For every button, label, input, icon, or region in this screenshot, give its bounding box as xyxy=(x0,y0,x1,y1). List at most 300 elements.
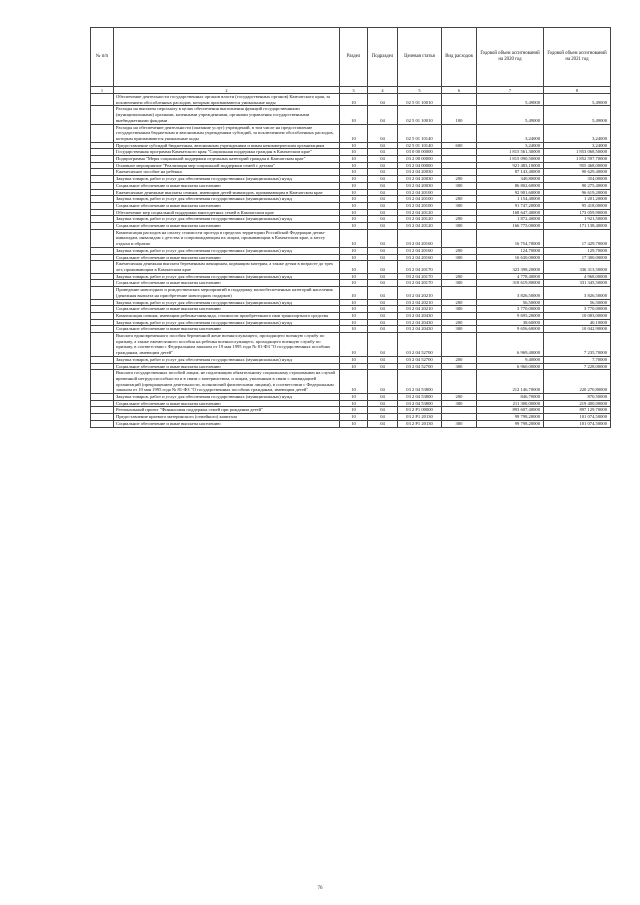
row-name-cell: Закупка товаров, работ и услуг для обеспечения государственных (муниципальных) нужд xyxy=(114,247,340,254)
row-amount-2020-cell: 3 826,50000 xyxy=(477,287,544,299)
row-name-cell: Расходы на выплаты персоналу в целях обеспечения выполнения функций государственными (муниципальными) органами, казенными учреждениями, органами управления государственными внебюджетными фондами xyxy=(114,106,340,124)
row-target-article-cell: 03 2 04 00000 xyxy=(398,162,442,169)
column-number: 6 xyxy=(442,87,477,94)
row-amount-2021-cell: 5,49000 xyxy=(544,94,611,106)
row-target-article-cell: 03 0 00 00000 xyxy=(398,149,442,156)
row-target-article-cell: 03 2 04 20160 xyxy=(398,229,442,247)
row-podrazdel-cell: 04 xyxy=(368,273,398,280)
header-razdel: Раздел xyxy=(340,28,368,87)
row-number-cell xyxy=(91,196,114,203)
row-name-cell: Социальное обеспечение и иные выплаты населению xyxy=(114,254,340,261)
row-target-article-cell: 03 2 04 20030 xyxy=(398,182,442,189)
table-row xyxy=(91,407,611,414)
row-number-cell xyxy=(91,169,114,176)
table-row xyxy=(91,394,611,401)
row-number-cell xyxy=(91,247,114,254)
row-name-cell: Закупка товаров, работ и услуг для обеспечения государственных (муниципальных) нужд xyxy=(114,273,340,280)
row-podrazdel-cell: 04 xyxy=(368,400,398,407)
row-amount-2020-cell: 9 656,60000 xyxy=(477,326,544,333)
row-number-cell xyxy=(91,106,114,124)
row-razdel-cell: 10 xyxy=(340,261,368,273)
row-target-article-cell: 03 2 04 20160 xyxy=(398,254,442,261)
row-expense-type-cell xyxy=(442,162,477,169)
row-amount-2020-cell: 3,24000 xyxy=(477,124,544,142)
row-podrazdel-cell: 04 xyxy=(368,420,398,427)
row-podrazdel-cell: 04 xyxy=(368,319,398,326)
row-number-cell xyxy=(91,306,114,313)
row-podrazdel-cell: 04 xyxy=(368,333,398,357)
row-name-cell: Закупка товаров, работ и услуг для обеспечения государственных (муниципальных) нужд xyxy=(114,196,340,203)
row-number-cell xyxy=(91,280,114,287)
row-name-cell: Социальное обеспечение и иные выплаты населению xyxy=(114,420,340,427)
row-podrazdel-cell: 04 xyxy=(368,299,398,306)
row-amount-2021-cell: 220 270,80000 xyxy=(544,370,611,394)
row-razdel-cell: 10 xyxy=(340,370,368,394)
row-amount-2021-cell: 955 468,00000 xyxy=(544,162,611,169)
row-amount-2021-cell: 1 201,20000 xyxy=(544,196,611,203)
table-row xyxy=(91,182,611,189)
row-podrazdel-cell: 04 xyxy=(368,254,398,261)
row-expense-type-cell xyxy=(442,169,477,176)
table-row xyxy=(91,149,611,156)
row-amount-2020-cell: 6 969,40000 xyxy=(477,333,544,357)
row-expense-type-cell: 300 xyxy=(442,254,477,261)
row-amount-2021-cell: 3,24000 xyxy=(544,142,611,149)
row-podrazdel-cell: 04 xyxy=(368,209,398,216)
row-podrazdel-cell: 04 xyxy=(368,312,398,319)
row-amount-2020-cell: 5,49000 xyxy=(477,106,544,124)
row-expense-type-cell: 200 xyxy=(442,247,477,254)
table-row xyxy=(91,299,611,306)
row-amount-2020-cell: 91 747,20000 xyxy=(477,202,544,209)
row-name-cell: Государственная программа Камчатского края "Социальная поддержка граждан в Камчатском крае" xyxy=(114,149,340,156)
row-target-article-cell: 02 5 01 10010 xyxy=(398,94,442,106)
row-expense-type-cell: 200 xyxy=(442,356,477,363)
row-razdel-cell: 10 xyxy=(340,319,368,326)
row-podrazdel-cell: 04 xyxy=(368,94,398,106)
header-column-numbers xyxy=(91,87,611,94)
row-expense-type-cell xyxy=(442,370,477,394)
table-row xyxy=(91,414,611,421)
row-name-cell: Закупка товаров, работ и услуг для обеспечения государственных (муниципальных) нужд xyxy=(114,176,340,183)
row-amount-2021-cell: 90 275,40000 xyxy=(544,182,611,189)
row-number-cell xyxy=(91,254,114,261)
table-row xyxy=(91,261,611,273)
row-target-article-cell: 02 5 01 10010 xyxy=(398,106,442,124)
table-row xyxy=(91,142,611,149)
row-razdel-cell: 10 xyxy=(340,414,368,421)
column-number: 2 xyxy=(114,87,340,94)
row-name-cell: Подпрограмма "Меры социальной поддержки отдельных категорий граждан в Камчатском крае" xyxy=(114,156,340,163)
row-expense-type-cell: 300 xyxy=(442,400,477,407)
row-name-cell: Социальное обеспечение и иные выплаты населению xyxy=(114,280,340,287)
row-amount-2021-cell: 1 853 068,50000 xyxy=(544,149,611,156)
row-expense-type-cell: 200 xyxy=(442,299,477,306)
row-amount-2020-cell: 86 802,60000 xyxy=(477,182,544,189)
row-number-cell xyxy=(91,156,114,163)
row-amount-2021-cell: 7 235,70000 xyxy=(544,333,611,357)
row-amount-2021-cell: 10 042,90000 xyxy=(544,326,611,333)
row-amount-2021-cell: 219 400,00000 xyxy=(544,400,611,407)
row-expense-type-cell: 600 xyxy=(442,142,477,149)
budget-table xyxy=(90,27,611,428)
row-razdel-cell: 10 xyxy=(340,287,368,299)
row-amount-2021-cell: 7 228,00000 xyxy=(544,363,611,370)
row-number-cell xyxy=(91,400,114,407)
row-podrazdel-cell: 04 xyxy=(368,326,398,333)
row-amount-2021-cell: 354,00000 xyxy=(544,176,611,183)
column-number: 8 xyxy=(544,87,611,94)
row-razdel-cell: 10 xyxy=(340,394,368,401)
row-amount-2021-cell: 1 852 597,70000 xyxy=(544,156,611,163)
row-amount-2020-cell: 323 398,20000 xyxy=(477,261,544,273)
row-target-article-cell: 02 5 01 10140 xyxy=(398,142,442,149)
table-row xyxy=(91,124,611,142)
row-name-cell: Социальное обеспечение и иные выплаты населению xyxy=(114,326,340,333)
row-name-cell: Обеспечение деятельности государственных органов власти (государственных органов) Камчатского края, за исключением обособленных расходов, которым присваиваются уникальные коды xyxy=(114,94,340,106)
row-razdel-cell: 10 xyxy=(340,106,368,124)
row-razdel-cell: 10 xyxy=(340,247,368,254)
row-expense-type-cell xyxy=(442,414,477,421)
row-amount-2020-cell: 211 300,00000 xyxy=(477,400,544,407)
row-podrazdel-cell: 04 xyxy=(368,182,398,189)
table-row xyxy=(91,254,611,261)
row-razdel-cell: 10 xyxy=(340,202,368,209)
row-number-cell xyxy=(91,162,114,169)
row-amount-2021-cell: 870,50000 xyxy=(544,394,611,401)
row-target-article-cell: 03 2 04 20160 xyxy=(398,247,442,254)
row-target-article-cell: 03 2 04 53800 xyxy=(398,400,442,407)
row-amount-2020-cell: 846,70000 xyxy=(477,394,544,401)
row-amount-2020-cell: 9 695,20000 xyxy=(477,312,544,319)
row-razdel-cell: 10 xyxy=(340,299,368,306)
row-expense-type-cell: 200 xyxy=(442,394,477,401)
row-expense-type-cell xyxy=(442,229,477,247)
table-header xyxy=(91,28,611,94)
row-razdel-cell: 10 xyxy=(340,124,368,142)
row-expense-type-cell xyxy=(442,312,477,319)
row-number-cell xyxy=(91,209,114,216)
row-name-cell: Социальное обеспечение и иные выплаты населению xyxy=(114,223,340,230)
table-row xyxy=(91,273,611,280)
table-row xyxy=(91,370,611,394)
row-name-cell: Закупка товаров, работ и услуг для обеспечения государственных (муниципальных) нужд xyxy=(114,394,340,401)
row-razdel-cell: 10 xyxy=(340,333,368,357)
row-target-article-cell: 03 2 04 20210 xyxy=(398,287,442,299)
row-expense-type-cell: 300 xyxy=(442,182,477,189)
page-number: 76 xyxy=(317,886,323,891)
table-row xyxy=(91,312,611,319)
row-amount-2021-cell: 129,70000 xyxy=(544,247,611,254)
row-amount-2021-cell: 171 138,40000 xyxy=(544,223,611,230)
row-podrazdel-cell: 04 xyxy=(368,287,398,299)
row-amount-2020-cell: 99 798,20000 xyxy=(477,420,544,427)
row-amount-2020-cell: 168 647,40000 xyxy=(477,209,544,216)
row-target-article-cell: 03 2 04 20100 xyxy=(398,196,442,203)
row-razdel-cell: 10 xyxy=(340,363,368,370)
row-razdel-cell: 10 xyxy=(340,254,368,261)
row-target-article-cell: 03 2 04 20100 xyxy=(398,189,442,196)
row-amount-2020-cell: 56,50000 xyxy=(477,299,544,306)
table-row xyxy=(91,169,611,176)
row-name-cell: Социальное обеспечение и иные выплаты населению xyxy=(114,182,340,189)
row-target-article-cell: 03 2 04 20120 xyxy=(398,216,442,223)
row-razdel-cell: 10 xyxy=(340,420,368,427)
row-target-article-cell: 03 2 04 20170 xyxy=(398,261,442,273)
row-target-article-cell: 03 2 04 20030 xyxy=(398,176,442,183)
row-amount-2021-cell: 56,50000 xyxy=(544,299,611,306)
row-amount-2020-cell: 340,80000 xyxy=(477,176,544,183)
row-target-article-cell: 03 2 04 52700 xyxy=(398,356,442,363)
row-podrazdel-cell: 04 xyxy=(368,229,398,247)
row-amount-2021-cell: 331 345,50000 xyxy=(544,280,611,287)
row-number-cell xyxy=(91,142,114,149)
row-podrazdel-cell: 04 xyxy=(368,156,398,163)
budget-table-page xyxy=(90,27,610,428)
row-amount-2020-cell: 6 960,00000 xyxy=(477,363,544,370)
row-amount-2020-cell: 212 146,70000 xyxy=(477,370,544,394)
row-target-article-cell: 03 2 04 52700 xyxy=(398,333,442,357)
table-row xyxy=(91,202,611,209)
table-row xyxy=(91,223,611,230)
row-number-cell xyxy=(91,299,114,306)
row-expense-type-cell xyxy=(442,156,477,163)
row-name-cell: Выплата единовременного пособия беременной жене военнослужащего, проходящего военную службу по призыву, а также ежемесячного пособия на ребенка военнослужащего, проходящего военную службу по призыву, в соответствии с Федеральным законом от 19 мая 1995 года № 81-ФЗ "О государственных пособиях гражданам, имеющим детей" xyxy=(114,333,340,357)
table-row xyxy=(91,216,611,223)
row-podrazdel-cell: 04 xyxy=(368,407,398,414)
row-expense-type-cell xyxy=(442,209,477,216)
row-target-article-cell: 03 2 P1 20130 xyxy=(398,420,442,427)
row-amount-2021-cell: 17 429,70000 xyxy=(544,229,611,247)
row-expense-type-cell: 300 xyxy=(442,280,477,287)
table-row xyxy=(91,306,611,313)
row-name-cell: Расходы на обеспечение деятельности (оказание услуг) учреждений, в том числе на предоставление государственным бюджетным и автономным учреждениям субсидий, за исключением обособленных расходов, которым присваиваются уникальные коды xyxy=(114,124,340,142)
row-podrazdel-cell: 04 xyxy=(368,169,398,176)
row-podrazdel-cell: 04 xyxy=(368,162,398,169)
row-podrazdel-cell: 04 xyxy=(368,306,398,313)
table-row xyxy=(91,196,611,203)
row-expense-type-cell xyxy=(442,94,477,106)
row-name-cell: Ежемесячное пособие на ребенка xyxy=(114,169,340,176)
row-podrazdel-cell: 04 xyxy=(368,142,398,149)
row-amount-2021-cell: 5,49000 xyxy=(544,106,611,124)
row-razdel-cell: 10 xyxy=(340,326,368,333)
row-expense-type-cell: 300 xyxy=(442,326,477,333)
row-podrazdel-cell: 04 xyxy=(368,370,398,394)
row-target-article-cell: 03 2 04 53800 xyxy=(398,394,442,401)
row-amount-2020-cell: 893 607,40000 xyxy=(477,407,544,414)
row-amount-2021-cell: 95 418,00000 xyxy=(544,202,611,209)
row-number-cell xyxy=(91,149,114,156)
row-amount-2020-cell: 4 778,40000 xyxy=(477,273,544,280)
table-row xyxy=(91,209,611,216)
row-expense-type-cell xyxy=(442,124,477,142)
row-expense-type-cell: 200 xyxy=(442,273,477,280)
row-expense-type-cell: 300 xyxy=(442,306,477,313)
row-target-article-cell: 03 2 00 00000 xyxy=(398,156,442,163)
row-amount-2021-cell: 3 826,50000 xyxy=(544,287,611,299)
row-podrazdel-cell: 04 xyxy=(368,176,398,183)
row-amount-2020-cell: 99 798,20000 xyxy=(477,414,544,421)
row-podrazdel-cell: 04 xyxy=(368,356,398,363)
row-name-cell: Закупка товаров, работ и услуг для обеспечения государственных (муниципальных) нужд xyxy=(114,319,340,326)
row-number-cell xyxy=(91,370,114,394)
row-number-cell xyxy=(91,407,114,414)
row-number-cell xyxy=(91,319,114,326)
row-amount-2021-cell: 173 059,90000 xyxy=(544,209,611,216)
table-row xyxy=(91,189,611,196)
row-expense-type-cell xyxy=(442,261,477,273)
row-target-article-cell: 03 2 04 20210 xyxy=(398,299,442,306)
row-name-cell: Компенсация расходов на оплату стоимости проезда в пределах территории Российской Федерации детям-инвалидам, инвалидам с детства и сопровождающим их лицам, проживающим в Камчатском крае, к месту отдыха и обратно xyxy=(114,229,340,247)
row-podrazdel-cell: 04 xyxy=(368,363,398,370)
table-body xyxy=(91,94,611,428)
row-amount-2021-cell: 3 770,00000 xyxy=(544,306,611,313)
row-amount-2021-cell: 7,70000 xyxy=(544,356,611,363)
row-expense-type-cell: 300 xyxy=(442,202,477,209)
row-amount-2020-cell: 92 901,60000 xyxy=(477,189,544,196)
row-razdel-cell: 10 xyxy=(340,223,368,230)
row-razdel-cell: 10 xyxy=(340,229,368,247)
row-amount-2020-cell: 166 775,00000 xyxy=(477,223,544,230)
row-target-article-cell: 03 2 P1 20130 xyxy=(398,414,442,421)
row-target-article-cell: 03 2 04 20430 xyxy=(398,312,442,319)
header-amount-2021: Годовой объем ассигнований на 2021 год xyxy=(544,28,611,87)
row-razdel-cell: 10 xyxy=(340,400,368,407)
table-row xyxy=(91,94,611,106)
header-expense-type: Вид расходов xyxy=(442,28,477,87)
row-razdel-cell: 10 xyxy=(340,273,368,280)
header-name xyxy=(114,28,340,87)
column-number: 4 xyxy=(368,87,398,94)
table-row xyxy=(91,319,611,326)
row-number-cell xyxy=(91,326,114,333)
table-row xyxy=(91,333,611,357)
row-razdel-cell: 10 xyxy=(340,94,368,106)
row-expense-type-cell xyxy=(442,189,477,196)
row-amount-2021-cell: 17 300,00000 xyxy=(544,254,611,261)
row-amount-2020-cell: 3,24000 xyxy=(477,142,544,149)
row-amount-2021-cell: 4 968,00000 xyxy=(544,273,611,280)
row-name-cell: Проведение новогодних и рождественских мероприятий в поддержку малообеспеченных категорий населения (денежная выплата на приобретение новогодних подарков) xyxy=(114,287,340,299)
row-podrazdel-cell: 04 xyxy=(368,261,398,273)
row-podrazdel-cell: 04 xyxy=(368,106,398,124)
table-row xyxy=(91,356,611,363)
row-razdel-cell: 10 xyxy=(340,209,368,216)
row-razdel-cell: 10 xyxy=(340,216,368,223)
row-expense-type-cell: 200 xyxy=(442,176,477,183)
row-amount-2021-cell: 101 074,50000 xyxy=(544,420,611,427)
row-podrazdel-cell: 04 xyxy=(368,414,398,421)
row-razdel-cell: 10 xyxy=(340,407,368,414)
header-amount-2020: Годовой объем ассигнований на 2020 год xyxy=(477,28,544,87)
row-amount-2021-cell: 336 313,50000 xyxy=(544,261,611,273)
row-razdel-cell: 10 xyxy=(340,182,368,189)
row-razdel-cell: 10 xyxy=(340,149,368,156)
row-target-article-cell: 03 2 04 20430 xyxy=(398,319,442,326)
row-amount-2021-cell: 40,10000 xyxy=(544,319,611,326)
row-amount-2021-cell: 101 074,50000 xyxy=(544,414,611,421)
row-number-cell xyxy=(91,229,114,247)
row-target-article-cell: 03 2 04 20100 xyxy=(398,202,442,209)
row-amount-2020-cell: 38,60000 xyxy=(477,319,544,326)
row-number-cell xyxy=(91,273,114,280)
row-amount-2021-cell: 96 619,20000 xyxy=(544,189,611,196)
row-number-cell xyxy=(91,261,114,273)
table-row xyxy=(91,420,611,427)
row-target-article-cell: 03 2 04 20120 xyxy=(398,209,442,216)
column-number: 7 xyxy=(477,87,544,94)
row-expense-type-cell xyxy=(442,287,477,299)
row-number-cell xyxy=(91,182,114,189)
row-expense-type-cell: 200 xyxy=(442,319,477,326)
row-razdel-cell: 10 xyxy=(340,280,368,287)
row-podrazdel-cell: 04 xyxy=(368,149,398,156)
row-target-article-cell: 03 2 04 20210 xyxy=(398,306,442,313)
table-row xyxy=(91,229,611,247)
row-number-cell xyxy=(91,94,114,106)
row-expense-type-cell: 200 xyxy=(442,216,477,223)
row-number-cell xyxy=(91,202,114,209)
header-target-article: Целевая статья xyxy=(398,28,442,87)
row-expense-type-cell: 300 xyxy=(442,420,477,427)
row-number-cell xyxy=(91,312,114,319)
row-amount-2020-cell: 87 143,40000 xyxy=(477,169,544,176)
row-razdel-cell: 10 xyxy=(340,142,368,149)
row-razdel-cell: 10 xyxy=(340,356,368,363)
row-podrazdel-cell: 04 xyxy=(368,394,398,401)
row-name-cell: Социальное обеспечение и иные выплаты населению xyxy=(114,306,340,313)
row-podrazdel-cell: 04 xyxy=(368,202,398,209)
row-razdel-cell: 10 xyxy=(340,196,368,203)
row-target-article-cell: 03 2 04 20170 xyxy=(398,280,442,287)
header-podrazdel: Подраздел xyxy=(368,28,398,87)
row-amount-2020-cell: 5,49000 xyxy=(477,94,544,106)
row-podrazdel-cell: 04 xyxy=(368,189,398,196)
row-target-article-cell: 03 2 04 20120 xyxy=(398,223,442,230)
table-row xyxy=(91,280,611,287)
row-target-article-cell: 03 2 04 20030 xyxy=(398,169,442,176)
row-amount-2021-cell: 3,24000 xyxy=(544,124,611,142)
row-number-cell xyxy=(91,333,114,357)
row-target-article-cell: 03 2 04 20170 xyxy=(398,273,442,280)
table-row xyxy=(91,106,611,124)
row-name-cell: Социальное обеспечение и иные выплаты населению xyxy=(114,202,340,209)
row-number-cell xyxy=(91,189,114,196)
row-name-cell: Закупка товаров, работ и услуг для обеспечения государственных (муниципальных) нужд xyxy=(114,299,340,306)
row-podrazdel-cell: 04 xyxy=(368,196,398,203)
row-name-cell: Обеспечение мер социальной поддержки многодетных семей в Камчатском крае xyxy=(114,209,340,216)
row-number-cell xyxy=(91,124,114,142)
row-name-cell: Компенсация семьям, имеющим ребенка-инвалида, стоимости приобретенного ими транспортного средства xyxy=(114,312,340,319)
column-number: 1 xyxy=(91,87,114,94)
row-expense-type-cell xyxy=(442,333,477,357)
row-target-article-cell: 03 2 P1 00000 xyxy=(398,407,442,414)
row-amount-2021-cell: 897 129,70000 xyxy=(544,407,611,414)
row-expense-type-cell: 300 xyxy=(442,363,477,370)
row-amount-2020-cell: 1 872,40000 xyxy=(477,216,544,223)
row-amount-2020-cell: 9,40000 xyxy=(477,356,544,363)
row-razdel-cell: 10 xyxy=(340,169,368,176)
row-podrazdel-cell: 04 xyxy=(368,280,398,287)
row-number-cell xyxy=(91,287,114,299)
row-amount-2020-cell: 318 619,80000 xyxy=(477,280,544,287)
row-expense-type-cell xyxy=(442,407,477,414)
row-razdel-cell: 10 xyxy=(340,162,368,169)
row-target-article-cell: 03 2 04 52700 xyxy=(398,363,442,370)
row-number-cell xyxy=(91,176,114,183)
row-name-cell: Региональный проект "Финансовая поддержка семей при рождении детей" xyxy=(114,407,340,414)
